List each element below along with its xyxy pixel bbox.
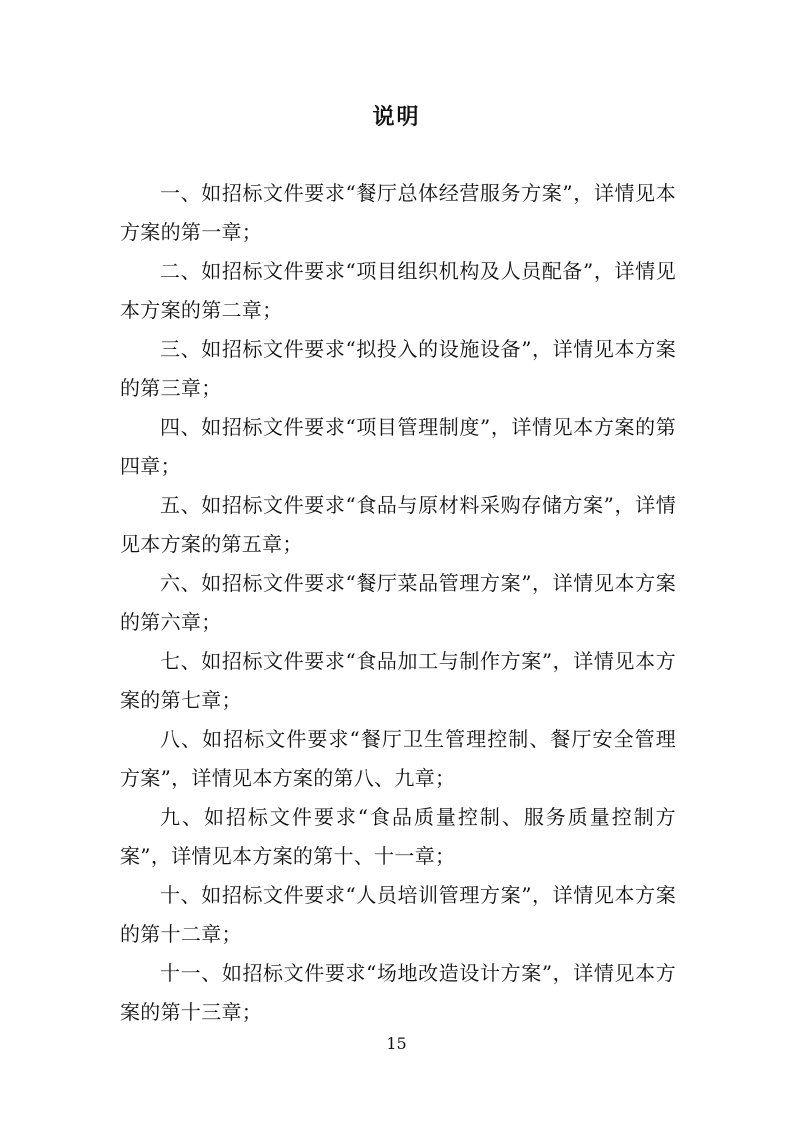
instruction-item-4: 四、如招标文件要求“项目管理制度”，详情见本方案的第四章； xyxy=(120,415,676,478)
instruction-item-6: 六、如招标文件要求“餐厅菜品管理方案”，详情见本方案的第六章； xyxy=(120,571,676,634)
page-number: 15 xyxy=(386,1034,407,1053)
instruction-item-10: 十、如招标文件要求“人员培训管理方案”，详情见本方案的第十二章； xyxy=(120,883,676,946)
instruction-item-5: 五、如招标文件要求“食品与原材料采购存储方案”，详情见本方案的第五章； xyxy=(120,493,676,556)
instruction-item-8: 八、如招标文件要求“餐厅卫生管理控制、餐厅安全管理方案”，详情见本方案的第八、九章； xyxy=(120,727,676,790)
instruction-item-9: 九、如招标文件要求“食品质量控制、服务质量控制方案”，详情见本方案的第十、十一章； xyxy=(120,805,676,868)
instruction-item-1: 一、如招标文件要求“餐厅总体经营服务方案”，详情见本方案的第一章； xyxy=(120,181,676,244)
page-title: 说明 xyxy=(372,105,421,130)
instruction-list xyxy=(120,174,676,1032)
instruction-item-11: 十一、如招标文件要求“场地改造设计方案”，详情见本方案的第十三章； xyxy=(120,961,676,1024)
instruction-item-7: 七、如招标文件要求“食品加工与制作方案”，详情见本方案的第七章； xyxy=(120,649,676,712)
instruction-item-2: 二、如招标文件要求“项目组织机构及人员配备”，详情见本方案的第二章； xyxy=(120,259,676,322)
instruction-item-3: 三、如招标文件要求“拟投入的设施设备”，详情见本方案的第三章； xyxy=(120,337,676,400)
